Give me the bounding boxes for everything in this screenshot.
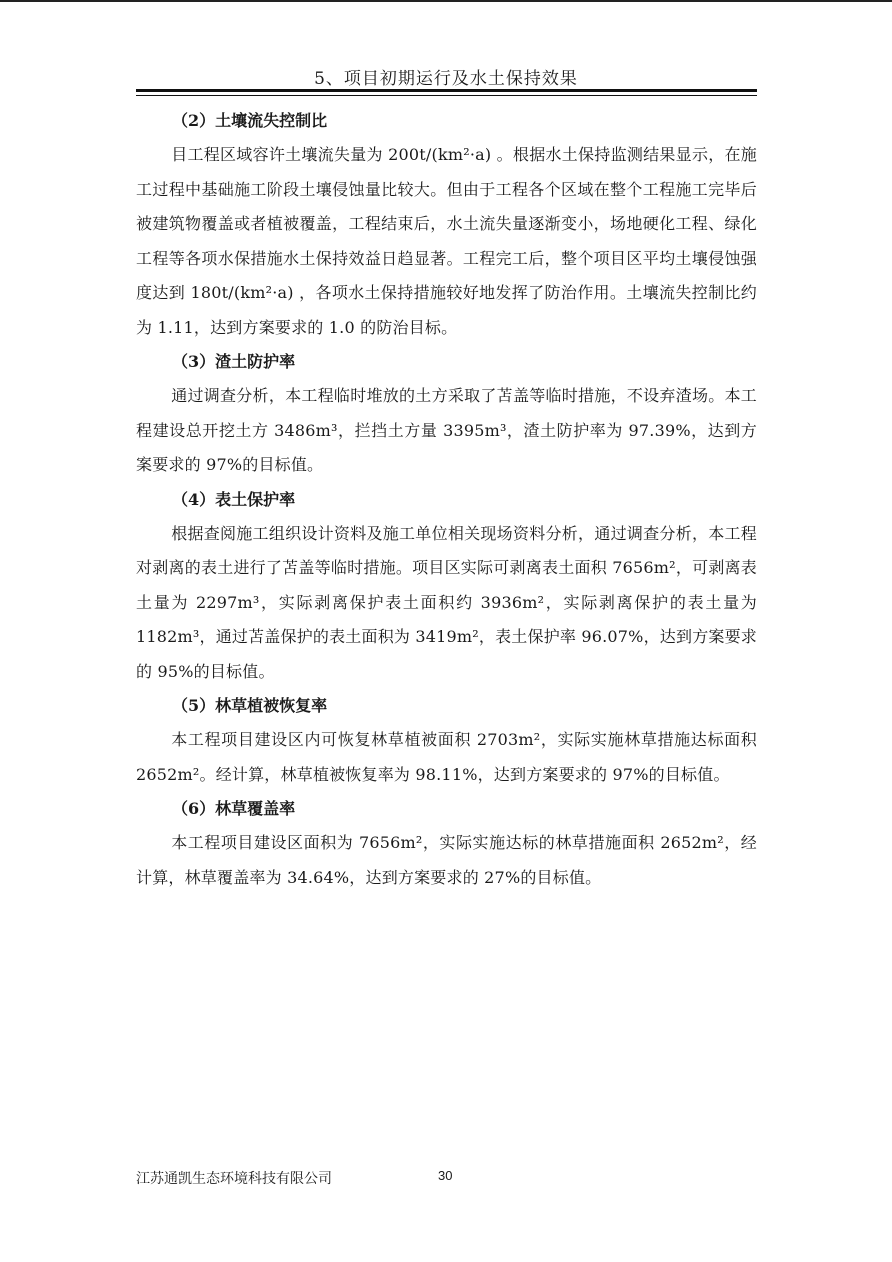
section-heading-topsoil-protection-rate: （4）表土保护率 — [172, 489, 296, 509]
page-top-border — [0, 0, 892, 2]
section-heading-vegetation-restoration-rate: （5）林草植被恢复率 — [172, 696, 328, 715]
section-paragraph-soil-loss-control-ratio: 目工程区域容许土壤流失量为 200t/(km²·a) 。根据水土保持监测结果显示，在施工过程中基础施工阶段土壤侵蚀量比较大。但由于工程各个区域在整个工程施工完毕后被建筑物覆盖或者植被覆盖，工程结束后，水土流失量逐渐变小，场地硬化工程、绿化工程等各项水保措施水土保持效益日趋显著。工程完工后，整个项目区平均土壤侵蚀强度达到 180t/(km²·a) ，各项水土保持措施较好地发挥了防治作用。土壤流失控制比约为 1.11，达到方案要求的 1.0 的防治目标。 — [136, 145, 757, 337]
page-header-title: 5、项目初期运行及水土保持效果 — [314, 69, 578, 89]
section-heading-soil-loss-control-ratio: （2）土壤流失控制比 — [172, 111, 328, 130]
header-rule-thin — [136, 95, 757, 96]
section-paragraph-vegetation-coverage-rate: 本工程项目建设区面积为 7656m²，实际实施达标的林草措施面积 2652m²，经计算，林草覆盖率为 34.64%，达到方案要求的 27%的目标值。 — [136, 833, 757, 887]
footer-company-name: 江苏通凯生态环境科技有限公司 — [136, 1171, 332, 1187]
section-heading-spoil-protection-rate: （3）渣土防护率 — [172, 352, 296, 371]
document-body — [136, 104, 757, 895]
section-paragraph-vegetation-restoration-rate: 本工程项目建设区内可恢复林草植被面积 2703m²，实际实施林草措施达标面积 2652m²。经计算，林草植被恢复率为 98.11%，达到方案要求的 97%的目标值。 — [136, 730, 757, 784]
header-rule-thick — [136, 89, 757, 92]
section-heading-vegetation-coverage-rate: （6）林草覆盖率 — [172, 799, 296, 818]
footer-page-number: 30 — [438, 1168, 453, 1183]
section-paragraph-topsoil-protection-rate: 根据查阅施工组织设计资料及施工单位相关现场资料分析，通过调查分析，本工程对剥离的表土进行了苫盖等临时措施。项目区实际可剥离表土面积 7656m²，可剥离表土量为 2297m³，实际剥离保护表土面积约 3936m²，实际剥离保护的表土量为 1182m³，通过苫盖保护的表土面积为 3419m²，表土保护率 96.07%，达到方案要求的 95%的目标值。 — [136, 523, 757, 681]
section-paragraph-spoil-protection-rate: 通过调查分析，本工程临时堆放的土方采取了苫盖等临时措施，不设弃渣场。本工程建设总开挖土方 3486m³，拦挡土方量 3395m³，渣土防护率为 97.39%，达到方案要求的 97%的目标值。 — [136, 386, 757, 474]
